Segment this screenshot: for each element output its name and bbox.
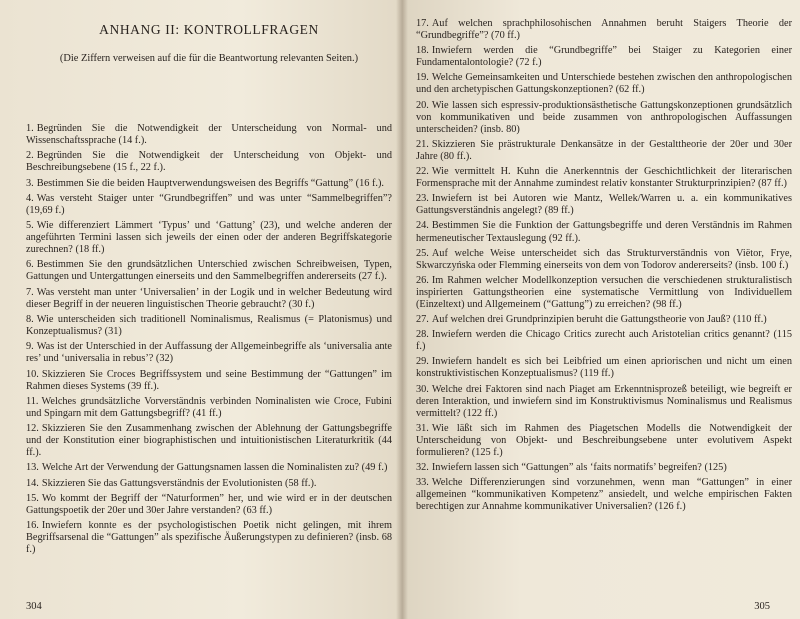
- question-text: Welche Differenzierungen sind vorzunehmen, wenn man “Gattungen” in einer allgemeinen “kommunikativen Kompetenz” ansiedelt, und welche empirischen Fakten berechtigen zur Annahme kommunikativer Universalien? (126 f.): [416, 477, 792, 513]
- question-text: Inwiefern lassen sich “Gattungen” als ‘faits normatifs’ begreifen? (125): [431, 462, 727, 474]
- intro-note: (Die Ziffern verweisen auf die für die Beantwortung relevanten Seiten.): [59, 53, 359, 64]
- question-item: [416, 193, 792, 217]
- question-text: Inwiefern handelt es sich bei Leibfried um einen apriorischen und nicht um einen konstruktivistischen Konzeptualismus? (119 ff.): [416, 356, 792, 380]
- question-item: [416, 139, 792, 163]
- right-page: [402, 0, 800, 619]
- question-item: [416, 423, 792, 459]
- question-text: Bestimmen Sie die Funktion der Gattungsbegriffe und deren Verständnis im Rahmen hermeneutischer Textauslegung (92 ff.).: [416, 220, 792, 244]
- question-item: [26, 178, 392, 190]
- question-number: 15.: [26, 492, 39, 504]
- question-item: [26, 220, 392, 256]
- question-item: [26, 369, 392, 393]
- question-text: Wie läßt sich im Rahmen des Piagetschen Modells die Notwendigkeit der Unterscheidung von Objekt- und Beschreibungsebene unter evolutivem Aspekt formulieren? (125 f.): [416, 422, 792, 458]
- question-item: [416, 275, 792, 311]
- question-text: Bestimmen Sie die beiden Hauptverwendungsweisen des Begriffs “Gattung” (16 f.).: [36, 177, 384, 189]
- question-text: Was ist der Unterschied in der Auffassung der Allgemeinbegriffe als ‘universalia ante res’ und ‘universalia in rebus’? (32): [26, 341, 392, 365]
- question-text: Welches grundsätzliche Vorverständnis verbinden Nominalisten wie Croce, Fubini und Spingarn mit dem Gattungsbegriff? (41 ff.): [26, 395, 392, 419]
- question-number: 13.: [26, 462, 39, 474]
- question-item: [416, 314, 792, 326]
- question-text: Skizzieren Sie prästrukturale Denkansätze in der Gestalttheorie der 20er und 30er Jahre (80 ff.).: [416, 138, 792, 162]
- question-text: Begründen Sie die Notwendigkeit der Unterscheidung von Normal- und Wissenschaftssprache (14 f.).: [26, 123, 392, 147]
- question-text: Wie lassen sich espressiv-produktionsästhetische Gattungskonzeptionen grundsätzlich von kommunikativen und beide zusammen von anthropologischen Auffassungen unterscheiden? (insb. 80): [416, 99, 792, 135]
- page-title: ANHANG II: KONTROLLFRAGEN: [99, 22, 319, 37]
- book-gutter: [396, 0, 408, 619]
- question-item: [26, 478, 392, 490]
- question-text: Inwiefern werden die Chicago Critics zurecht auch Aristotelian critics genannt? (115 f.): [416, 329, 792, 353]
- question-number: 7.: [26, 286, 34, 298]
- question-item: [26, 123, 392, 147]
- question-number: 9.: [26, 341, 34, 353]
- question-item: [26, 193, 392, 217]
- question-item: [416, 477, 792, 513]
- question-text: Was versteht Staiger unter “Grundbegriffen” und was unter “Sammelbegriffen”? (19,69 f.): [26, 192, 392, 216]
- question-text: Welche Gemeinsamkeiten und Unterschiede bestehen zwischen den anthropologischen und den archetypischen Gattungskonzeptionen? (62 ff.): [416, 72, 792, 96]
- question-text: Auf welche Weise unterscheidet sich das Strukturverständnis von Viëtor, Frye, Skwarczyńska oder Flemming einerseits von dem von Todorov andererseits? (insb. 100 f.): [416, 247, 792, 271]
- question-item: [26, 259, 392, 283]
- question-item: [416, 166, 792, 190]
- question-text: Was versteht man unter ‘Universalien’ in der Logik und in welcher Bedeutung wird dieser Begriff in der neueren linguistischen Theorie gebraucht? (30 f.): [26, 286, 392, 310]
- question-number: 27.: [416, 314, 429, 326]
- question-text: Inwiefern konnte es der psychologistischen Poetik nicht gelingen, mit ihrem Begriffsarsenal die “Gattungen” als spezifische Äußerungstypen zu definieren? (insb. 68 f.): [26, 520, 392, 556]
- question-item: [26, 493, 392, 517]
- question-number: 28.: [416, 329, 429, 341]
- question-number: 21.: [416, 138, 429, 150]
- question-text: Welche Art der Verwendung der Gattungsnamen lassen die Nominalisten zu? (49 f.): [41, 462, 388, 474]
- question-text: Begründen Sie die Notwendigkeit der Unterscheidung von Objekt- und Beschreibungsebene (15 f., 22 f.).: [26, 150, 392, 174]
- page-number-right: 305: [754, 601, 770, 612]
- question-item: [416, 45, 792, 69]
- question-number: 32.: [416, 462, 429, 474]
- question-text: Auf welchen drei Grundprinzipien beruht die Gattungstheorie von Jauß? (110 ff.): [431, 314, 767, 326]
- question-number: 14.: [26, 477, 39, 489]
- question-number: 12.: [26, 423, 39, 435]
- question-item: [26, 423, 392, 459]
- question-item: [416, 100, 792, 136]
- question-number: 10.: [26, 368, 39, 380]
- question-item: [26, 396, 392, 420]
- question-number: 31.: [416, 422, 429, 434]
- question-text: Im Rahmen welcher Modellkonzeption versuchen die verschiedenen strukturalistisch inspirierten Gattungstheorien eine systematische Vermittlung von Individuellem (Einzeltext) und Allgemeinem (“Gattung”) zu erreichen? (98 ff.): [416, 274, 792, 310]
- question-item: [416, 356, 792, 380]
- question-item: [26, 341, 392, 365]
- question-item: [416, 248, 792, 272]
- question-text: Wie differenziert Lämmert ‘Typus’ und ‘Gattung’ (23), und welche anderen der angeführten Termini lassen sich jeweils der einen oder der anderen Begriffskategorie zurechnen? (18 ff.): [26, 220, 392, 256]
- question-text: Auf welchen sprachphilosohischen Annahmen beruht Staigers Theorie der “Grundbegriffe”? (70 ff.): [416, 18, 792, 42]
- question-text: Bestimmen Sie den grundsätzlichen Unterschied zwischen Schreibweisen, Typen, Gattungen und Untergattungen einerseits und den Sammelbegriffen andererseits (27 f.).: [26, 259, 392, 283]
- question-number: 25.: [416, 247, 429, 259]
- question-item: [26, 462, 392, 474]
- page-number-left: 304: [26, 601, 42, 612]
- question-number: 22.: [416, 166, 429, 178]
- question-number: 16.: [26, 520, 39, 532]
- question-number: 23.: [416, 193, 429, 205]
- question-item: [416, 72, 792, 96]
- question-item: [416, 462, 792, 474]
- question-number: 6.: [26, 259, 34, 271]
- question-item: [416, 384, 792, 420]
- question-number: 17.: [416, 18, 429, 29]
- question-number: 11.: [26, 395, 39, 407]
- question-list-left: [26, 123, 392, 556]
- question-number: 33.: [416, 477, 429, 489]
- question-text: Skizzieren Sie Croces Begriffssystem und seine Bestimmung der “Gattungen” im Rahmen dieses Systems (39 ff.).: [26, 368, 392, 392]
- question-item: [26, 314, 392, 338]
- question-number: 29.: [416, 356, 429, 368]
- question-number: 18.: [416, 45, 429, 57]
- question-text: Wo kommt der Begriff der “Naturformen” her, und wie wird er in der deutschen Gattungspoetik der 20er und 30er Jahre verstanden? (63 ff.): [26, 492, 392, 516]
- question-text: Inwiefern werden die “Grundbegriffe” bei Staiger zu Kategorien einer Fundamentalontologie? (72 f.): [416, 45, 792, 69]
- question-text: Inwiefern ist bei Autoren wie Mantz, Wellek/Warren u. a. ein kommunikatives Gattungsverständnis angelegt? (89 ff.): [416, 193, 792, 217]
- question-number: 1.: [26, 123, 34, 134]
- question-number: 24.: [416, 220, 429, 232]
- question-number: 30.: [416, 383, 429, 395]
- question-text: Skizzieren Sie das Gattungsverständnis der Evolutionisten (58 ff.).: [41, 477, 317, 489]
- question-text: Skizzieren Sie den Zusammenhang zwischen der Ablehnung der Gattungsbegriffe und der Konstitution einer biographistischen und intuitionistischen Literaturkritik (44 ff.).: [26, 423, 392, 459]
- question-number: 8.: [26, 313, 34, 325]
- question-number: 20.: [416, 99, 429, 111]
- question-list-right: [416, 18, 792, 513]
- question-text: Welche drei Faktoren sind nach Piaget am Erkenntnisprozeß beteiligt, wie begreift er deren Interaktion, und inwiefern sind im Konstruktivismus Nominalismus und Realismus vermittelt? (122 ff.): [416, 383, 792, 419]
- question-item: [416, 220, 792, 244]
- question-number: 2.: [26, 150, 34, 162]
- question-number: 26.: [416, 274, 429, 286]
- question-item: [26, 287, 392, 311]
- question-item: [26, 520, 392, 556]
- question-number: 19.: [416, 72, 429, 84]
- question-number: 5.: [26, 220, 34, 232]
- question-text: Wie vermittelt H. Kuhn die Anerkenntnis der Geschichtlichkeit der literarischen Formensprache mit der Annahme zumindest relativ konstanter Strukturprinzipien? (87 ff.): [416, 166, 792, 190]
- question-item: [26, 150, 392, 174]
- question-item: [416, 18, 792, 42]
- question-number: 4.: [26, 192, 34, 204]
- question-text: Wie unterscheiden sich traditionell Nominalismus, Realismus (= Platonismus) und Konzeptualismus? (31): [26, 313, 392, 338]
- question-item: [416, 329, 792, 353]
- question-number: 3.: [26, 177, 34, 189]
